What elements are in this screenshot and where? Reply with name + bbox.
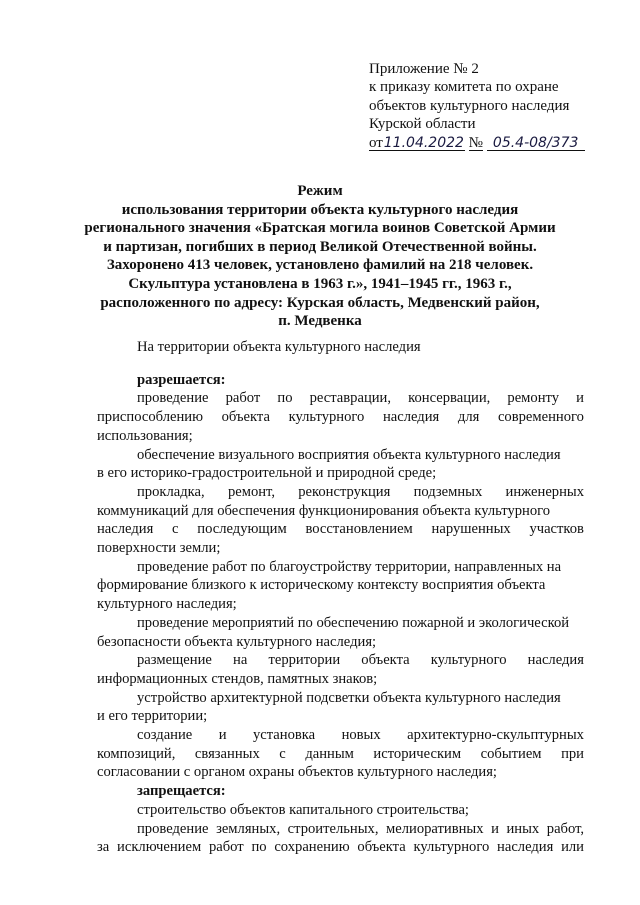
paragraph-line: проведение работ по реставрации, консервации, ремонту и: [137, 390, 584, 407]
allowed-heading: разрешается:: [137, 371, 226, 388]
intro-paragraph: На территории объекта культурного наследия: [137, 339, 421, 355]
paragraph-line: композиций, связанных с данным историческим событием при: [97, 745, 584, 762]
paragraph-line: наследия с последующим восстановлением нарушенных участков: [97, 521, 584, 538]
appendix-committee-line: объектов культурного наследия: [369, 97, 570, 114]
appendix-date-number-line: [369, 134, 609, 152]
paragraph-line: формирование близкого к историческому контексту восприятия объекта: [97, 577, 546, 594]
appendix-title: Приложение № 2: [369, 61, 479, 77]
paragraph-line: создание и установка новых архитектурно-скульптурных: [137, 727, 584, 744]
paragraph-line: проведение земляных, строительных, мелиоративных и иных работ,: [137, 820, 584, 837]
paragraph-line: устройство архитектурной подсветки объекта культурного наследия: [137, 689, 561, 706]
appendix-order-line: к приказу комитета по охране: [369, 79, 559, 96]
document-body: [97, 338, 584, 857]
paragraph-line: проведение мероприятий по обеспечению пожарной и экологической: [137, 614, 570, 631]
paragraph-line: прокладка, ремонт, реконструкция подземных инженерных: [137, 483, 584, 500]
paragraph-line: размещение на территории объекта культурного наследия: [137, 652, 584, 669]
paragraph-line: безопасности объекта культурного наследия;: [97, 633, 377, 650]
appendix-header: [369, 60, 609, 152]
number-prefix: №: [468, 134, 483, 151]
handwritten-number: 05.4-08/373: [487, 136, 585, 151]
title-line: Режим: [297, 183, 343, 199]
paragraph-line: коммуникаций для обеспечения функционирования объекта культурного: [97, 502, 551, 519]
forbidden-heading: запрещается:: [137, 783, 226, 800]
document-title: [70, 182, 570, 331]
paragraph-line: обеспечение визуального восприятия объекта культурного наследия: [137, 446, 561, 463]
title-line: и партизан, погибших в период Великой Отечественной войны.: [103, 238, 537, 255]
handwritten-date: 11.04.2022: [383, 134, 464, 151]
paragraph-line: строительство объектов капитального строительства;: [137, 801, 469, 818]
paragraph-line: культурного наследия;: [97, 596, 237, 613]
paragraph-line: проведение работ по благоустройству территории, направленных на: [137, 558, 562, 575]
title-line: Захоронено 413 человек, установлено фамилий на 218 человек.: [106, 257, 534, 274]
paragraph-line: использования;: [97, 427, 193, 444]
title-line: регионального значения «Братская могила воинов Советской Армии: [84, 220, 556, 237]
paragraph-line: поверхности земли;: [97, 540, 221, 557]
title-line: Скульптура установлена в 1963 г.», 1941–1945 гг., 1963 г.,: [128, 275, 512, 292]
title-line: п. Медвенка: [278, 313, 362, 330]
paragraph-line: приспособлению объекта культурного наследия для современного: [97, 409, 584, 426]
title-line: расположенного по адресу: Курская область, Медвенский район,: [100, 294, 540, 311]
title-line: использования территории объекта культурного наследия: [121, 201, 519, 218]
appendix-region-line: Курской области: [369, 116, 476, 133]
paragraph-line: за исключением работ по сохранению объекта культурного наследия или: [97, 839, 584, 856]
paragraph-line: информационных стендов, памятных знаков;: [97, 670, 378, 687]
paragraph-line: согласовании с органом охраны объектов культурного наследия;: [97, 764, 497, 781]
paragraph-line: в его историко-градостроительной и природной среде;: [97, 465, 437, 482]
paragraph-line: и его территории;: [97, 708, 208, 725]
date-prefix: от: [369, 134, 383, 151]
